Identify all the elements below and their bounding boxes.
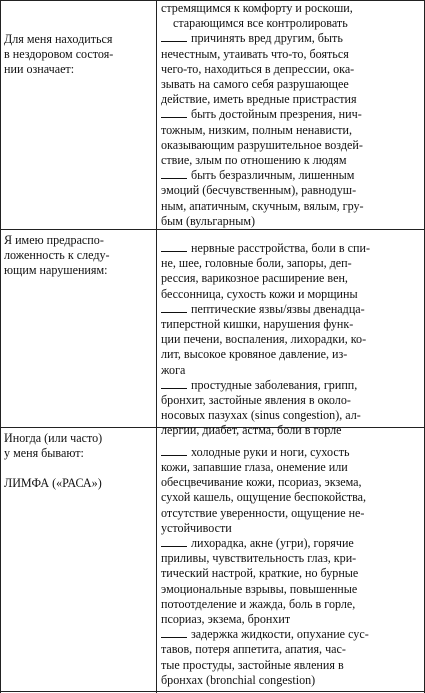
left-text-line: у меня бывают: (4, 446, 84, 461)
text-line: не, шее, головные боли, запоры, деп- (161, 256, 352, 271)
text-line: простудные заболевания, грипп, (191, 377, 358, 392)
text-line: псориаз, экзема, бронхит (161, 611, 291, 626)
text-line: отсутствие уверенности, ощущение не- (161, 505, 365, 520)
text-line: быть достойным презрения, нич- (191, 107, 362, 122)
text-line: бронхит, застойные явления в около- (161, 393, 351, 408)
left-text-line: ложенность к следу- (4, 248, 110, 263)
text-line: потоотделение и жажда, боль в горле, (161, 596, 356, 611)
text-line: эмоциональные взрывы, повышенные (161, 581, 358, 596)
list-item (161, 302, 419, 378)
left-text-line: нии означает: (4, 62, 75, 77)
text-line: нечестным, утаивать что-то, бояться (161, 46, 349, 61)
list-item (161, 241, 419, 302)
text-line: чего-то, находиться в депрессии, ока- (161, 61, 355, 76)
text-line: стремящимся к комфорту и роскоши, (161, 1, 353, 15)
left-cell-lymph-heading (4, 476, 154, 491)
text-line: устойчивости (161, 520, 232, 535)
fill-blank (161, 302, 187, 313)
text-line: кожи, запавшие глаза, онемение или (161, 459, 348, 474)
list-item (161, 168, 419, 229)
text-line: действие, иметь вредные пристрастия (161, 92, 357, 107)
left-text-line: ющим нарушениям: (4, 263, 108, 278)
text-line: ствие, злым по отношению к людям (161, 153, 347, 168)
fill-blank (161, 31, 187, 42)
text-line: носовых пазухах (sinus congestion), ал- (161, 408, 361, 423)
text-line: бессонница, сухость кожи и морщины (161, 286, 358, 301)
list-item (161, 536, 419, 627)
list-item (161, 445, 419, 536)
left-text-line: Я имею предраспо- (4, 233, 104, 247)
fill-blank (161, 536, 187, 547)
text-line: ции печени, воспаления, лихорадки, ко- (161, 332, 367, 347)
text-line: задержка жидкости, опухание сус- (191, 627, 369, 642)
text-line: бронхах (bronchial congestion) (161, 672, 316, 687)
text-line: ным, апатичным, скучным, вялым, гру- (161, 198, 364, 213)
text-line: тавов, потеря аппетита, апатия, час- (161, 642, 346, 657)
left-cell-unhealthy (4, 32, 154, 78)
text-line: тожным, низким, полным ненависти, (161, 122, 352, 137)
text-line: обесцвечивание кожи, псориаз, экзема, (161, 475, 362, 490)
section-heading: ЛИМФА («РАСА») (4, 476, 102, 490)
left-text-line: Иногда (или часто) (4, 431, 103, 445)
text-line: нервные расстройства, боли в спи- (191, 241, 370, 256)
text-line: холодные руки и ноги, сухость (191, 444, 350, 459)
text-line: тический настрой, краткие, но бурные (161, 566, 359, 581)
text-line: лергии, диабет, астма, боли в горле (161, 423, 342, 438)
text-line: пептические язвы/язвы двенадца- (191, 301, 365, 316)
left-cell-predisposition (4, 233, 154, 279)
text-line: оказывающим разрушительное воздей- (161, 137, 363, 152)
list-item (161, 627, 419, 688)
text-line: рессия, варикозное расширение вен, (161, 271, 348, 286)
text-line: сухой кашель, ощущение беспокойства, (161, 490, 367, 505)
fill-blank (161, 445, 187, 456)
left-cell-sometimes (4, 431, 154, 461)
fill-blank (161, 168, 187, 179)
text-line: бым (вульгарным) (161, 213, 255, 228)
list-item (161, 378, 419, 439)
column-divider (156, 0, 157, 693)
text-line: лит, высокое кровяное давление, из- (161, 347, 348, 362)
text-line: лихорадка, акне (угри), горячие (191, 535, 354, 550)
fill-blank (161, 378, 187, 389)
text-line: тые простуды, застойные явления в (161, 657, 344, 672)
fill-blank (161, 241, 187, 252)
text-line: типерстной кишки, нарушения функ- (161, 317, 354, 332)
text-line: быть безразличным, лишенным (191, 168, 355, 183)
text-line: эмоций (бесчувственным), равнодуш- (161, 183, 357, 198)
left-text-line: в нездоровом состоя- (4, 47, 114, 62)
continuation-text (161, 1, 419, 31)
right-column (161, 1, 419, 688)
fill-blank (161, 107, 187, 118)
table-border-bottom (0, 691, 425, 692)
text-line: приливы, чувствительность глаз, кри- (161, 551, 357, 566)
text-line: зывать на самого себя разрушающее (161, 77, 349, 92)
list-item (161, 31, 419, 107)
table-border-left (0, 0, 1, 693)
list-item (161, 107, 419, 168)
left-text-line: Для меня находиться (4, 32, 113, 46)
fill-blank (161, 627, 187, 638)
text-line: жога (161, 362, 186, 377)
text-line: старающимся все контролировать (173, 16, 348, 31)
text-line: причинять вред другим, быть (191, 31, 343, 46)
